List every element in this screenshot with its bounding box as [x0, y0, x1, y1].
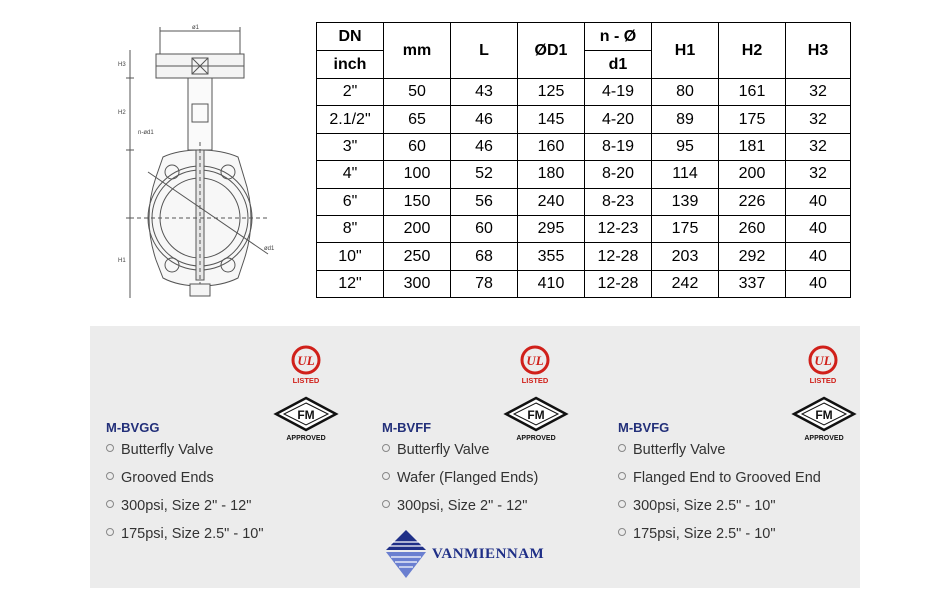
feature-item: Wafer (Flanged Ends)	[382, 464, 538, 492]
product-features	[382, 436, 538, 520]
dim-h2-label: H2	[118, 110, 126, 116]
fm-approved-icon	[272, 396, 340, 442]
header-n: n - Ø	[585, 23, 652, 51]
table-row	[317, 243, 851, 270]
table-cell: 10"	[317, 243, 384, 270]
vanmiennam-logo	[384, 528, 584, 588]
bullet-icon	[382, 472, 390, 480]
table-cell: 242	[652, 270, 719, 297]
table-cell: 125	[518, 79, 585, 106]
table-cell: 68	[451, 243, 518, 270]
table-cell: 40	[786, 215, 851, 242]
table-cell: 56	[451, 188, 518, 215]
product-model: M-BVGG	[106, 420, 160, 435]
product-model: M-BVFF	[382, 420, 432, 435]
svg-text:FM: FM	[527, 408, 545, 422]
table-cell: 2.1/2"	[317, 106, 384, 133]
feature-item: 175psi, Size 2.5" - 10"	[106, 520, 264, 548]
table-cell: 292	[719, 243, 786, 270]
table-cell: 89	[652, 106, 719, 133]
table-cell: 4-20	[585, 106, 652, 133]
table-cell: 32	[786, 106, 851, 133]
header-d1-small: d1	[585, 51, 652, 79]
product-features	[106, 436, 264, 548]
dim-top-label: ø1	[192, 25, 200, 31]
table-cell: 8-19	[585, 133, 652, 160]
svg-text:LISTED: LISTED	[292, 376, 320, 385]
table-cell: 175	[652, 215, 719, 242]
table-cell: 12"	[317, 270, 384, 297]
dim-h1-label: H1	[118, 258, 126, 264]
bullet-icon	[106, 500, 114, 508]
table-cell: 161	[719, 79, 786, 106]
dim-seat-label: n-ød1	[138, 130, 154, 136]
table-cell: 4-19	[585, 79, 652, 106]
bullet-icon	[618, 444, 626, 452]
table-cell: 150	[384, 188, 451, 215]
table-header-row	[317, 23, 851, 51]
table-cell: 295	[518, 215, 585, 242]
header-mm: mm	[384, 23, 451, 79]
svg-text:LISTED: LISTED	[809, 376, 837, 385]
table-cell: 95	[652, 133, 719, 160]
table-row	[317, 79, 851, 106]
bullet-icon	[106, 444, 114, 452]
logo-text: VANMIENNAM	[432, 546, 545, 562]
table-cell: 300	[384, 270, 451, 297]
table-cell: 175	[719, 106, 786, 133]
ul-listed-icon	[803, 344, 843, 386]
header-d1: ØD1	[518, 23, 585, 79]
logo-diamond-icon	[384, 528, 428, 586]
table-cell: 100	[384, 161, 451, 188]
table-cell: 65	[384, 106, 451, 133]
table-cell: 8-23	[585, 188, 652, 215]
bullet-icon	[618, 528, 626, 536]
feature-item: 175psi, Size 2.5" - 10"	[618, 520, 821, 548]
header-h2: H2	[719, 23, 786, 79]
table-row	[317, 215, 851, 242]
valve-technical-drawing	[108, 22, 298, 312]
bullet-icon	[106, 528, 114, 536]
table-cell: 180	[518, 161, 585, 188]
feature-item: 300psi, Size 2.5" - 10"	[618, 492, 821, 520]
table-cell: 32	[786, 161, 851, 188]
feature-item: Butterfly Valve	[382, 436, 538, 464]
table-row	[317, 133, 851, 160]
table-cell: 50	[384, 79, 451, 106]
header-dn: DN	[317, 23, 384, 51]
bullet-icon	[382, 500, 390, 508]
fm-approved-icon	[790, 396, 858, 442]
table-cell: 203	[652, 243, 719, 270]
table-cell: 8-20	[585, 161, 652, 188]
table-cell: 12-28	[585, 270, 652, 297]
svg-text:LISTED: LISTED	[521, 376, 549, 385]
feature-item: Butterfly Valve	[106, 436, 264, 464]
table-cell: 410	[518, 270, 585, 297]
table-cell: 139	[652, 188, 719, 215]
svg-text:UL: UL	[814, 353, 832, 368]
table-cell: 32	[786, 133, 851, 160]
table-cell: 60	[451, 215, 518, 242]
table-cell: 46	[451, 106, 518, 133]
table-cell: 78	[451, 270, 518, 297]
table-cell: 145	[518, 106, 585, 133]
table-cell: 32	[786, 79, 851, 106]
table-cell: 40	[786, 243, 851, 270]
feature-item: 300psi, Size 2" - 12"	[106, 492, 264, 520]
bullet-icon	[618, 500, 626, 508]
table-row	[317, 161, 851, 188]
table-cell: 200	[384, 215, 451, 242]
table-cell: 60	[384, 133, 451, 160]
table-row	[317, 270, 851, 297]
table-cell: 226	[719, 188, 786, 215]
ul-listed-icon	[515, 344, 555, 386]
header-h3: H3	[786, 23, 851, 79]
svg-text:UL: UL	[526, 353, 544, 368]
table-cell: 43	[451, 79, 518, 106]
table-cell: 3"	[317, 133, 384, 160]
fm-approved-icon	[502, 396, 570, 442]
bullet-icon	[618, 472, 626, 480]
table-cell: 2"	[317, 79, 384, 106]
feature-item: 300psi, Size 2" - 12"	[382, 492, 538, 520]
svg-text:UL: UL	[297, 353, 315, 368]
table-cell: 40	[786, 188, 851, 215]
table-cell: 8"	[317, 215, 384, 242]
feature-item: Grooved Ends	[106, 464, 264, 492]
feature-item: Butterfly Valve	[618, 436, 821, 464]
table-cell: 250	[384, 243, 451, 270]
dimension-spec-table	[316, 22, 851, 298]
svg-text:APPROVED: APPROVED	[516, 435, 556, 442]
svg-text:FM: FM	[297, 408, 315, 422]
svg-text:APPROVED: APPROVED	[286, 435, 326, 442]
ul-listed-icon	[286, 344, 326, 386]
dim-h3-label: H3	[118, 62, 126, 68]
table-cell: 260	[719, 215, 786, 242]
table-cell: 240	[518, 188, 585, 215]
dim-body-label: ød1	[264, 246, 275, 252]
table-cell: 114	[652, 161, 719, 188]
table-cell: 46	[451, 133, 518, 160]
table-cell: 40	[786, 270, 851, 297]
table-cell: 6"	[317, 188, 384, 215]
svg-text:APPROVED: APPROVED	[804, 435, 844, 442]
table-cell: 80	[652, 79, 719, 106]
feature-item: Flanged End to Grooved End	[618, 464, 821, 492]
bullet-icon	[106, 472, 114, 480]
table-cell: 355	[518, 243, 585, 270]
table-cell: 200	[719, 161, 786, 188]
header-l: L	[451, 23, 518, 79]
header-inch: inch	[317, 51, 384, 79]
table-cell: 52	[451, 161, 518, 188]
table-cell: 4"	[317, 161, 384, 188]
table-cell: 12-23	[585, 215, 652, 242]
table-cell: 160	[518, 133, 585, 160]
table-row	[317, 188, 851, 215]
table-cell: 181	[719, 133, 786, 160]
table-cell: 337	[719, 270, 786, 297]
product-features	[618, 436, 821, 548]
table-row	[317, 106, 851, 133]
product-model: M-BVFG	[618, 420, 670, 435]
header-h1: H1	[652, 23, 719, 79]
table-cell: 12-28	[585, 243, 652, 270]
svg-text:FM: FM	[815, 408, 833, 422]
bullet-icon	[382, 444, 390, 452]
